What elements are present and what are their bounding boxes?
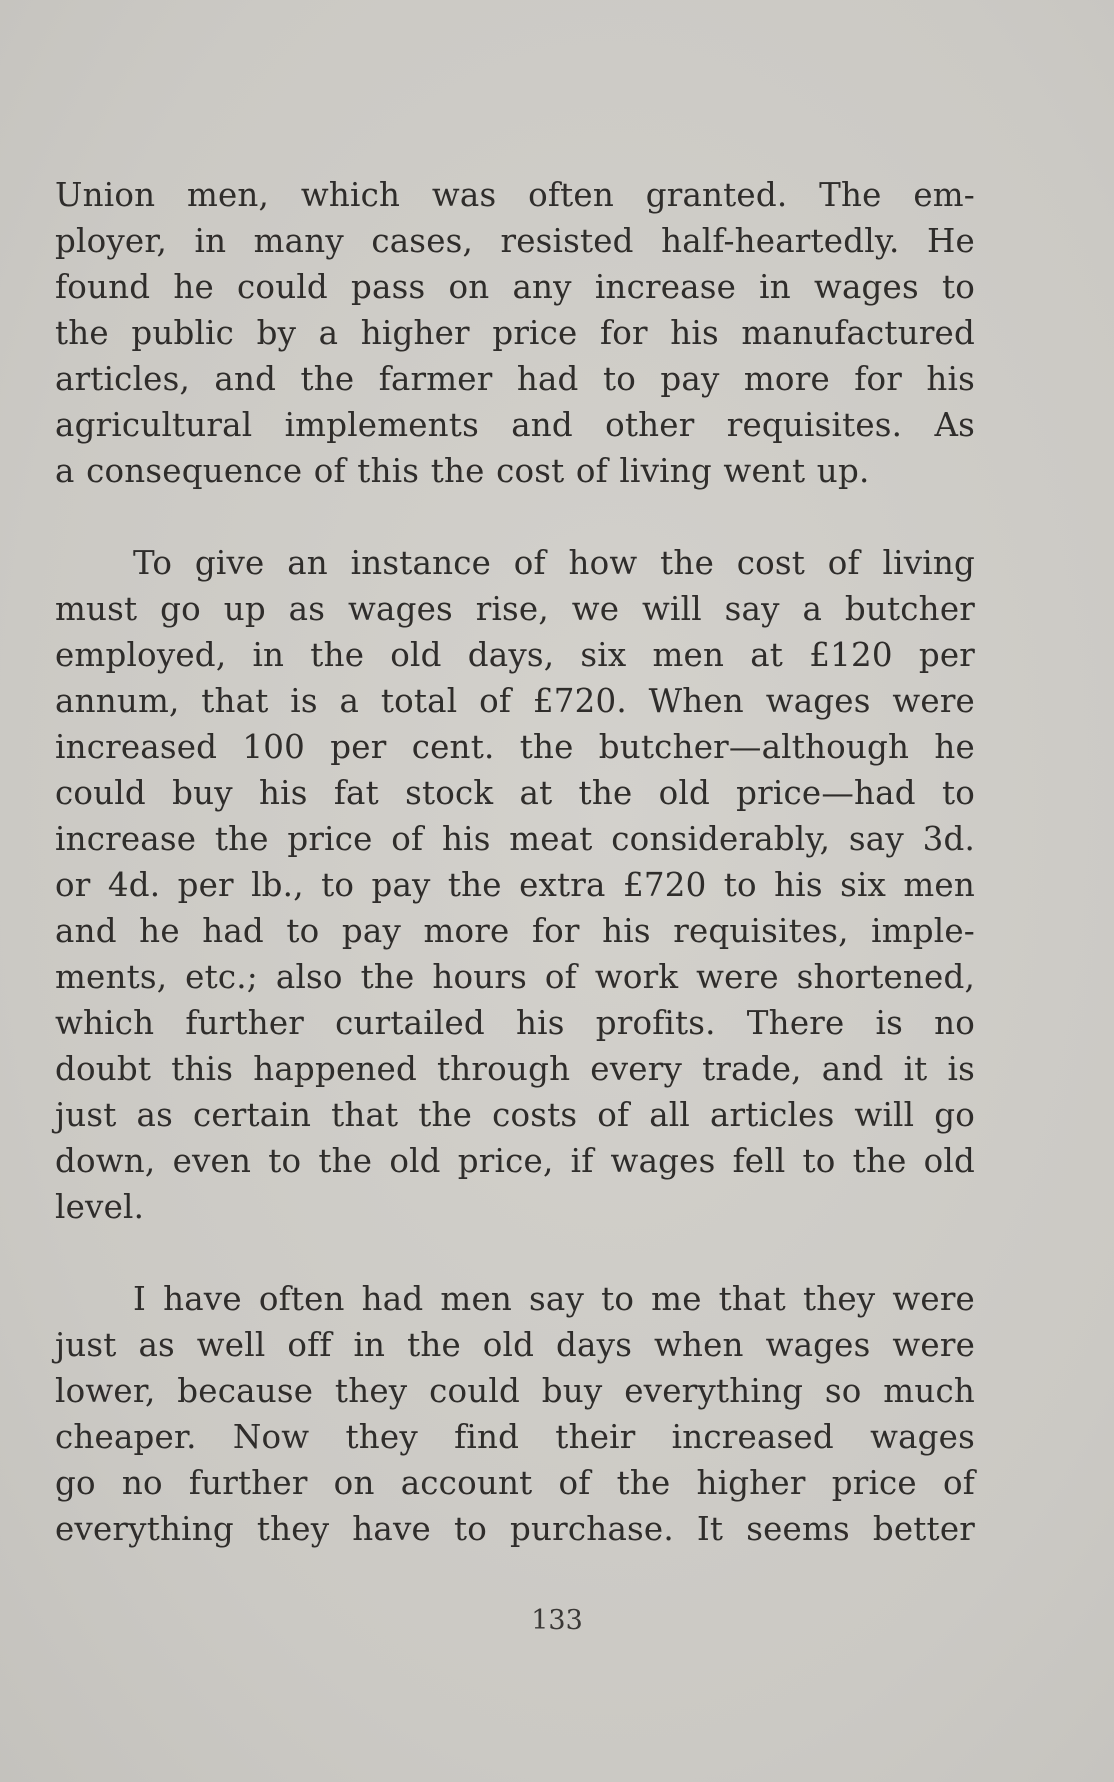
text-line: annum, that is a total of £720. When wages were bbox=[55, 682, 975, 720]
text-line: found he could pass on any increase in wages to bbox=[55, 268, 975, 306]
paragraph-1 bbox=[55, 172, 975, 494]
text-line: lower, because they could buy everything so much bbox=[55, 1372, 975, 1410]
text-line: I have often had men say to me that they were bbox=[133, 1280, 975, 1318]
text-line: just as well off in the old days when wages were bbox=[55, 1326, 975, 1364]
text-line: everything they have to purchase. It seems better bbox=[55, 1510, 975, 1548]
text-line: must go up as wages rise, we will say a butcher bbox=[55, 590, 975, 628]
text-line: a consequence of this the cost of living went up. bbox=[55, 452, 870, 490]
text-line: increase the price of his meat considerably, say 3d. bbox=[55, 820, 975, 858]
text-line: employed, in the old days, six men at £120 per bbox=[55, 636, 975, 674]
text-line: ployer, in many cases, resisted half-heartedly. He bbox=[55, 222, 975, 260]
text-line: articles, and the farmer had to pay more for his bbox=[55, 360, 975, 398]
text-line: could buy his fat stock at the old price—had to bbox=[55, 774, 975, 812]
text-line: cheaper. Now they find their increased wages bbox=[55, 1418, 975, 1456]
text-line: and he had to pay more for his requisites, imple- bbox=[55, 912, 975, 950]
text-line: level. bbox=[55, 1188, 145, 1226]
text-line: ments, etc.; also the hours of work were shortened, bbox=[55, 958, 975, 996]
text-line: which further curtailed his profits. There is no bbox=[55, 1004, 975, 1042]
text-line: just as certain that the costs of all articles will go bbox=[55, 1096, 975, 1134]
text-line: agricultural implements and other requisites. As bbox=[55, 406, 975, 444]
text-line: doubt this happened through every trade, and it is bbox=[55, 1050, 975, 1088]
text-line: or 4d. per lb., to pay the extra £720 to his six men bbox=[55, 866, 975, 904]
text-line: the public by a higher price for his manufactured bbox=[55, 314, 975, 352]
text-line: increased 100 per cent. the butcher—although he bbox=[55, 728, 975, 766]
text-line: down, even to the old price, if wages fell to the old bbox=[55, 1142, 975, 1180]
paragraph-3 bbox=[55, 1276, 975, 1552]
paragraph-2 bbox=[55, 540, 975, 1230]
text-line: To give an instance of how the cost of living bbox=[133, 544, 975, 582]
text-line: go no further on account of the higher price of bbox=[55, 1464, 975, 1502]
text-line: Union men, which was often granted. The em- bbox=[55, 176, 975, 214]
page-number: 133 bbox=[531, 1605, 583, 1636]
page-body bbox=[55, 172, 975, 1552]
